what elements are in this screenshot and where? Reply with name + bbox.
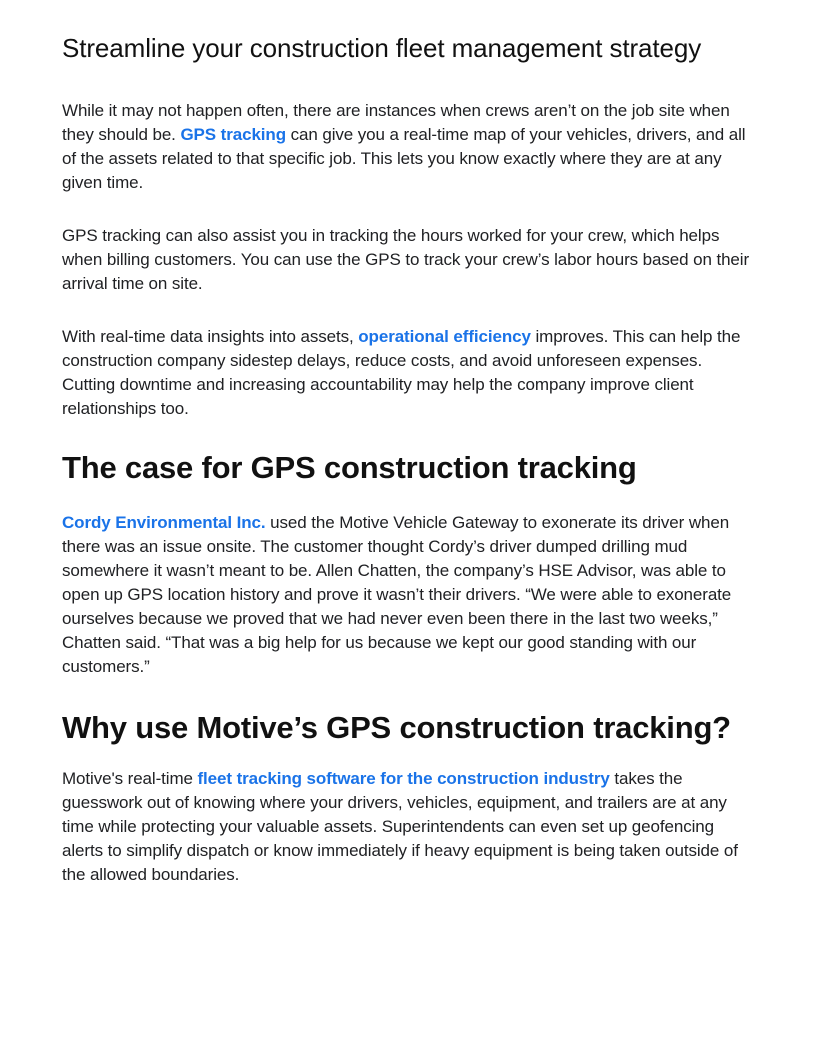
text-segment: GPS tracking can also assist you in tracking the hours worked for your crew, which helps when billing customers. You can use the GPS to track your crew’s labor hours based on their arrival time on site. xyxy=(62,226,750,293)
paragraph-motive-software xyxy=(62,767,755,887)
paragraph-operational-efficiency xyxy=(62,325,755,421)
text-segment: takes the guesswork out of knowing where your drivers, vehicles, equipment, and trailers are at any time while protecting your valuable assets. Superintendents can even set up geofencing alerts to simplify dispatch or know immediately if heavy equipment is being taken outside of the allowed boundaries. xyxy=(62,769,738,884)
text-segment: Motive's real-time xyxy=(62,769,198,788)
text-segment: can give you a real-time map of your vehicles, drivers, and all of the assets related to that specific job. This lets you know exactly where they are at any given time. xyxy=(62,125,746,192)
text-segment: With real-time data insights into assets, xyxy=(62,327,359,346)
gps-tracking-link[interactable]: GPS tracking xyxy=(180,125,286,144)
paragraph-realtime-map xyxy=(62,99,755,195)
fleet-tracking-software-link[interactable]: fleet tracking software for the construction industry xyxy=(197,769,610,788)
cordy-environmental-link[interactable]: Cordy Environmental Inc. xyxy=(62,513,266,532)
text-segment: improves. This can help the construction company sidestep delays, reduce costs, and avoid unforeseen expenses. Cutting downtime and increasing accountability may help the company improve client relationships too. xyxy=(62,327,741,418)
paragraph-labor-hours xyxy=(62,224,755,296)
text-segment: While it may not happen often, there are instances when crews aren’t on the job site when they should be. xyxy=(62,101,730,144)
case-heading: The case for GPS construction tracking xyxy=(62,450,637,485)
paragraph-cordy-story xyxy=(62,511,755,679)
text-segment: used the Motive Vehicle Gateway to exonerate its driver when there was an issue onsite. The customer thought Cordy’s driver dumped drilling mud somewhere it wasn’t meant to be. Allen Chatten, the company’s HSE Advisor, was able to open up GPS location history and prove it wasn’t their drivers. “We were able to exonerate ourselves because we proved that we had never even been there in the last two weeks,” Chatten said. “That was a big help for us because we kept our good standing with our customers.” xyxy=(62,513,732,676)
intro-heading: Streamline your construction fleet management strategy xyxy=(62,33,702,63)
operational-efficiency-link[interactable]: operational efficiency xyxy=(358,327,531,346)
why-heading: Why use Motive’s GPS construction tracking? xyxy=(62,710,731,745)
